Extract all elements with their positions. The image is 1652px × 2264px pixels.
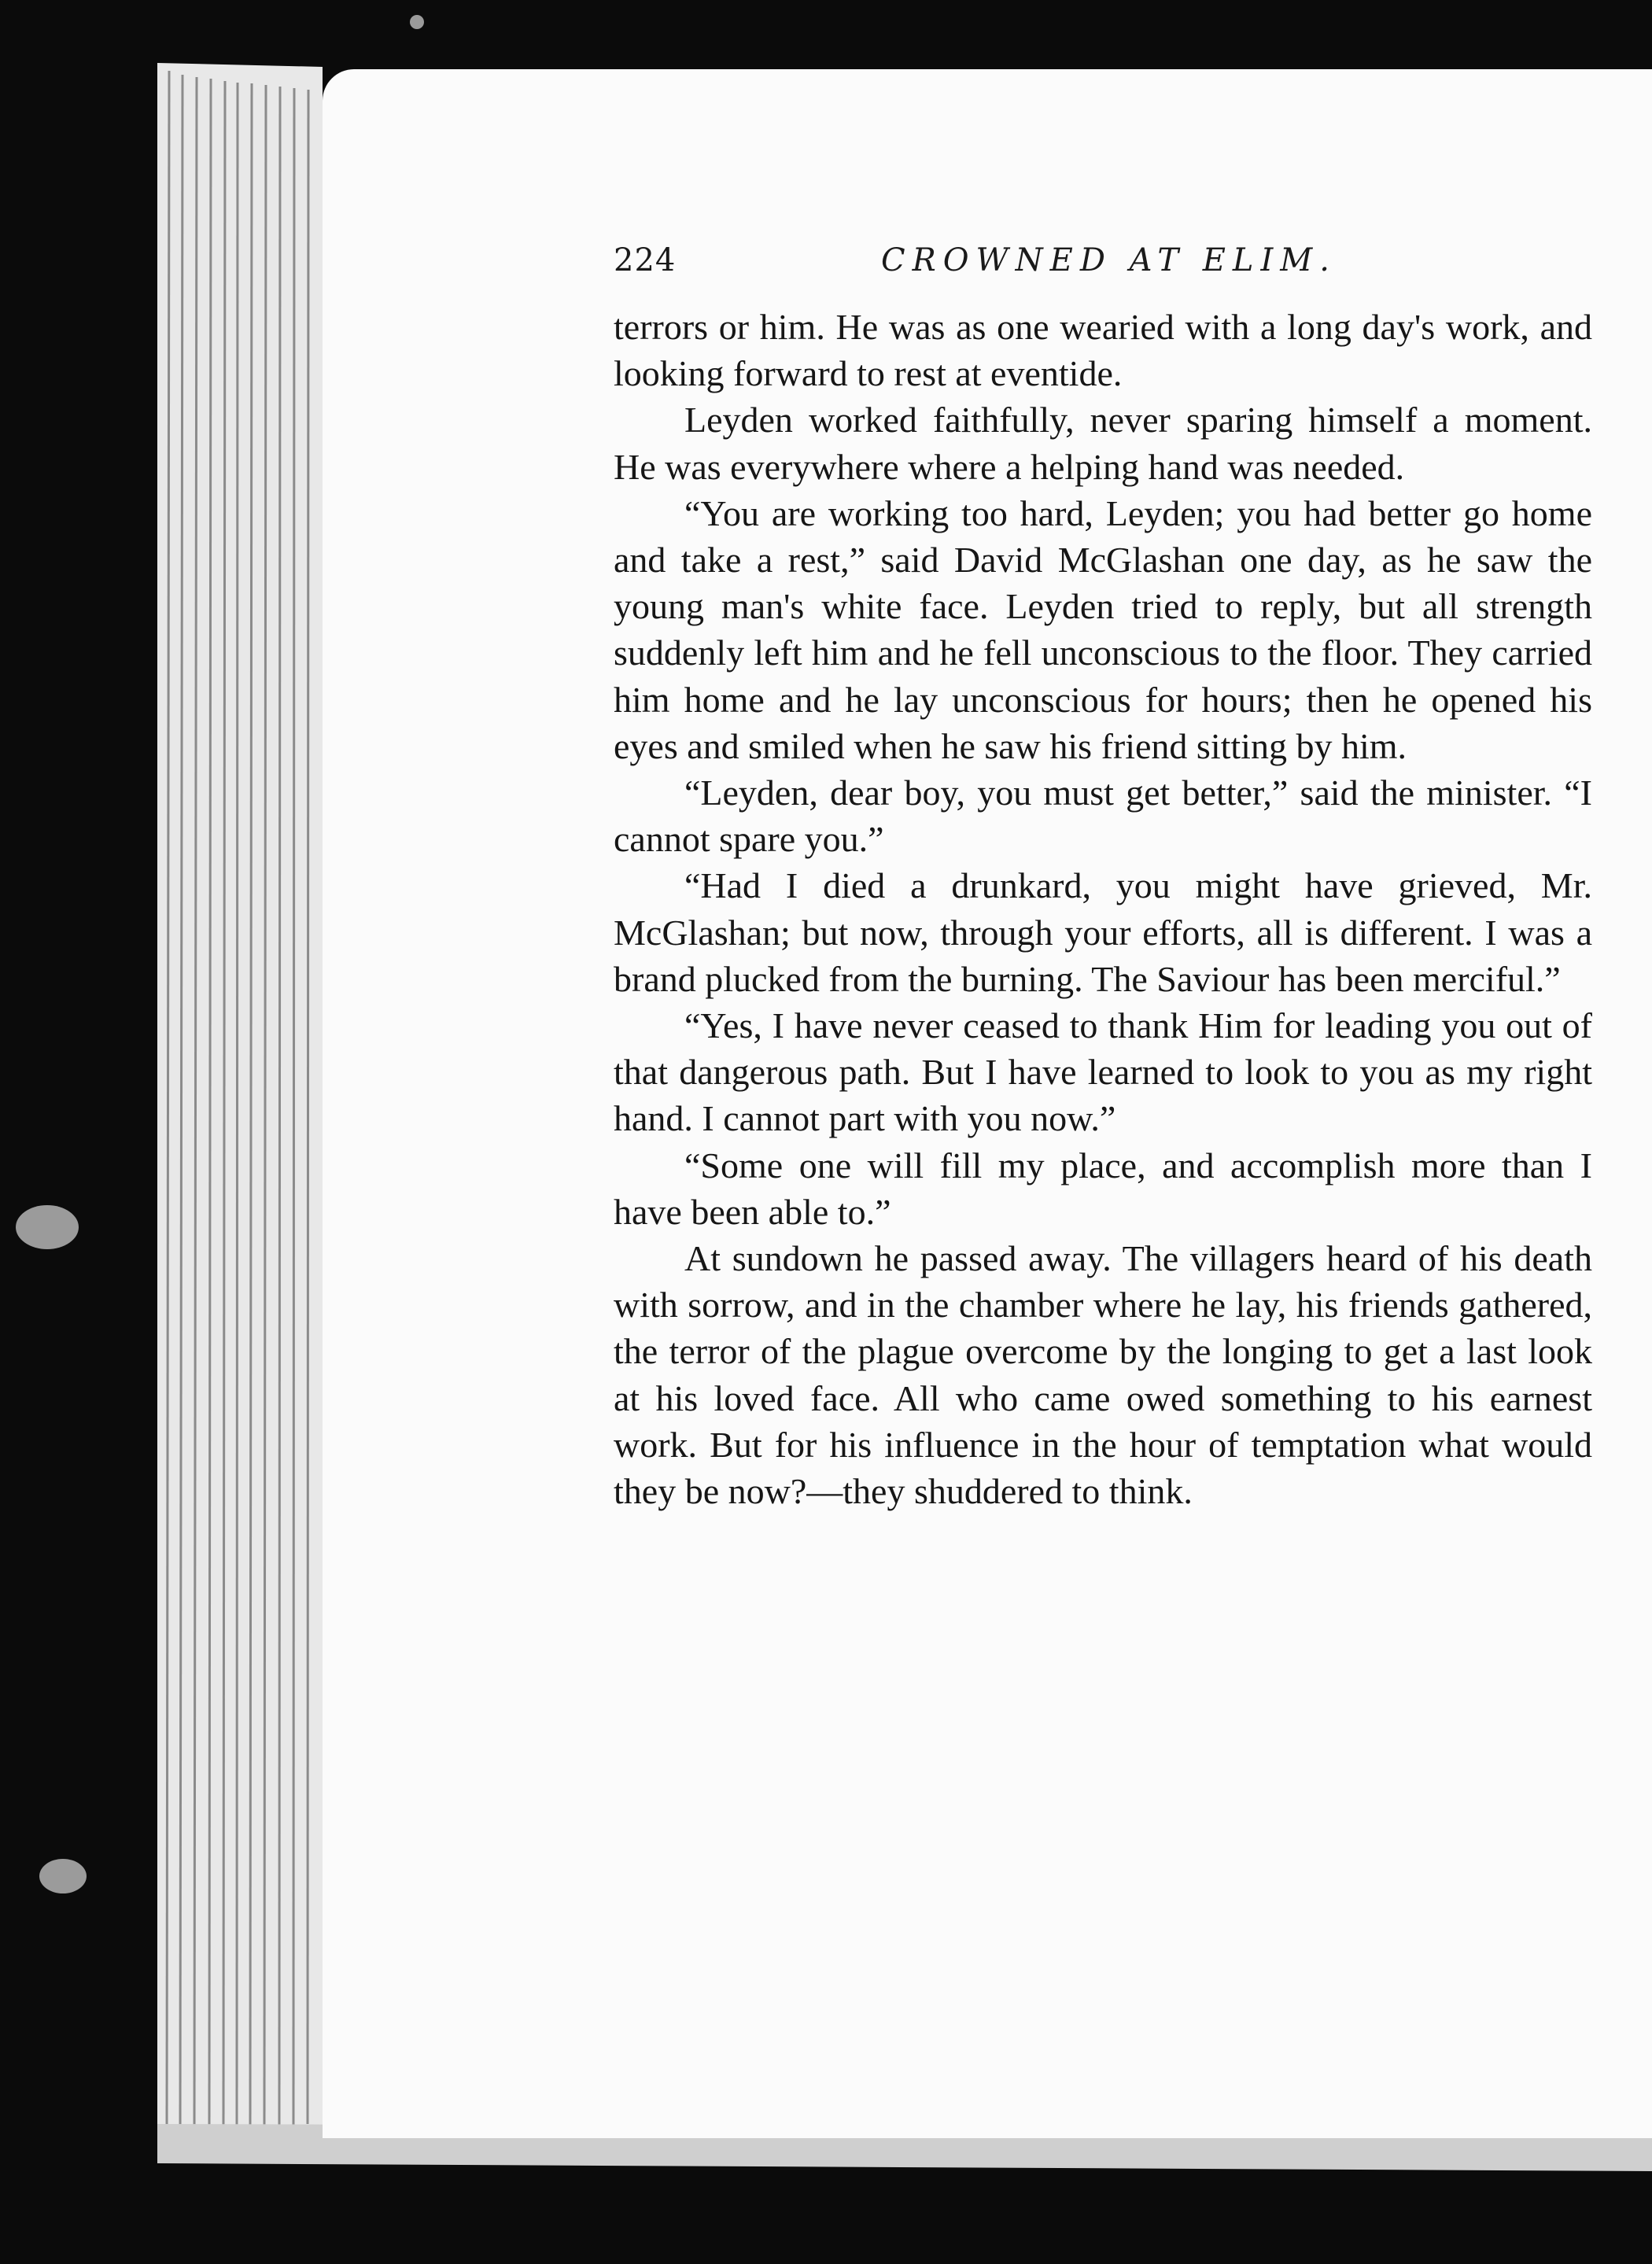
paragraph: “Had I died a drunkard, you might have grieved, Mr. McGlashan; but now, through your efforts, all is different. I was a brand plucked from the burning. The Saviour has been merciful.” — [614, 865, 1592, 999]
running-title: CROWNED AT ELIM. — [881, 242, 1337, 278]
paragraph: “Some one will fill my place, and accomplish more than I have been able to.” — [614, 1145, 1592, 1232]
body-text — [614, 304, 1592, 1514]
paragraph: “Yes, I have never ceased to thank Him for leading you out of that dangerous path. But I have learned to look to you as my right hand. I cannot part with you now.” — [614, 1005, 1592, 1139]
running-header — [614, 236, 1589, 291]
page-number: 224 — [614, 242, 677, 278]
paragraph: terrors or him. He was as one wearied with a long day's work, and looking forward to rest at eventide. — [614, 307, 1592, 394]
paragraph: At sundown he passed away. The villagers heard of his death with sorrow, and in the chamber where he lay, his friends gathered, the terror of the plague overcome by the longing to get a last look at his loved face. All who came owed something to his earnest work. But for his influence in the hour of temptation what would they be now?—they shuddered to think. — [614, 1238, 1592, 1512]
paragraph: “You are working too hard, Leyden; you had better go home and take a rest,” said David McGlashan one day, as he saw the young man's white face. Leyden tried to reply, but all strength suddenly left him and he fell unconscious to the floor. They carried him home and he lay unconscious for hours; then he opened his eyes and smiled when he saw his friend sitting by him. — [614, 492, 1592, 766]
paragraph: Leyden worked faithfully, never sparing himself a moment. He was everywhere where a helping hand was needed. — [614, 400, 1592, 487]
paragraph: “Leyden, dear boy, you must get better,” said the minister. “I cannot spare you.” — [614, 772, 1592, 860]
